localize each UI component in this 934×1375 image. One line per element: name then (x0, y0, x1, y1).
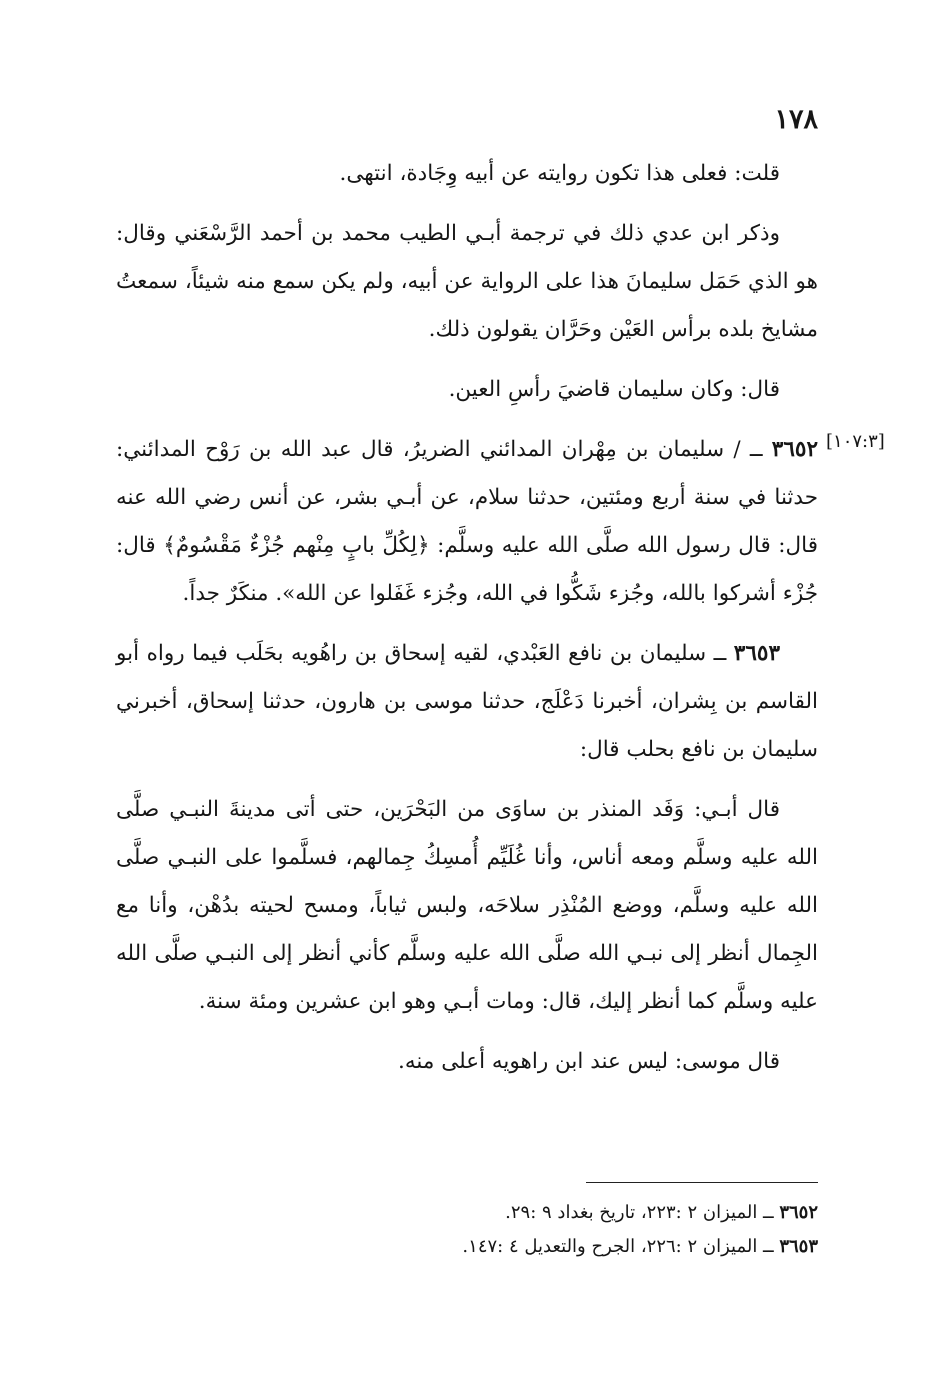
paragraph-qultu: قلت: فعلى هذا تكون روايته عن أبيه وِجَادة، انتهى. (339, 161, 780, 186)
footnote (116, 1196, 818, 1230)
paragraph-abi: قال أبـي: وَفَد المنذر بن ساوَى من البَحْرَين، حتى أتى مدينةَ النبـي صلَّى الله عليه وسلَّم ومعه أناس، وأنا غُلَيِّم أُمسِكُ جِمالهم، فسلَّموا على النبـي صلَّى الله عليه وسلَّم، ووضع المُنْذِر سلاحَه، ولبس ثياباً، ومسح لحيته بدُهْن، وأنا مع الجِمال أنظر إلى نبـي الله صلَّى الله عليه وسلَّم كأني أنظر إلى النبـي صلَّى الله عليه وسلَّم كما أنظر إليك، قال: ومات أبـي وهو ابن عشرين ومئة سنة. (116, 797, 818, 1014)
footnote-number: ٣٦٥٢ (779, 1202, 818, 1223)
marginal-volume-reference: [١٠٧:٣] (826, 431, 885, 452)
paragraph-qadi: قال: وكان سليمان قاضيَ رأسِ العين. (448, 377, 780, 402)
footnote-number: ٣٦٥٣ (779, 1236, 818, 1257)
entry-number: ٣٦٥٣ (733, 641, 780, 666)
paragraph-ibn-adi: وذكر ابن عدي ذلك في ترجمة أبـي الطيب محمد بن أحمد الرَّسْعَني وقال: هو الذي حَمَل سليمانَ هذا على الرواية عن أبيه، ولم يكن سمع منه شيئاً، سمعتُ مشايخ بلده برأس العَيْن وحَرَّان يقولون ذلك. (116, 221, 818, 342)
footnote-text: ــ الميزان ٢ :٢٢٣، تاريخ بغداد ٩ :٢٩. (505, 1202, 780, 1223)
page-number: ١٧٨ (774, 104, 818, 135)
entry-3653 (116, 630, 818, 774)
footnote (116, 1230, 818, 1264)
footnote-separator (586, 1182, 818, 1183)
entry-text: ــ / سليمان بن مِهْران المدائني الضريرُ، قال عبد الله بن رَوْح المدائني: حدثنا في سنة أربع ومئتين، حدثنا سلام، عن أبـي بشر، عن أنس رضي الله عنه قال: قال رسول الله صلَّى الله عليه وسلَّم: ﴿لِكُلِّ بابٍ مِنْهم جُزْءٌ مَقْسُومٌ﴾ قال: جُزْء أشركوا بالله، وجُزء شَكُّوا في الله، وجُزء غَفَلوا عن الله». منكَرٌ جداً. (116, 437, 818, 606)
entry-text: ــ سليمان بن نافع العَبْدي، لقيه إسحاق بن راهُويه بحَلَب فيما رواه أبو القاسم بن بِشران، أخبرنا دَعْلَج، حدثنا موسى بن هارون، حدثنا إسحاق، أخبرني سليمان بن نافع بحلب قال: (116, 641, 818, 762)
footnotes (116, 1196, 818, 1264)
entry-number: ٣٦٥٢ (771, 437, 818, 462)
main-text (116, 150, 818, 1098)
entry-3652 (116, 426, 818, 618)
paragraph-musa: قال موسى: ليس عند ابن راهويه أعلى منه. (398, 1049, 780, 1074)
footnote-text: ــ الميزان ٢ :٢٢٦، الجرح والتعديل ٤ :١٤٧. (462, 1236, 780, 1257)
